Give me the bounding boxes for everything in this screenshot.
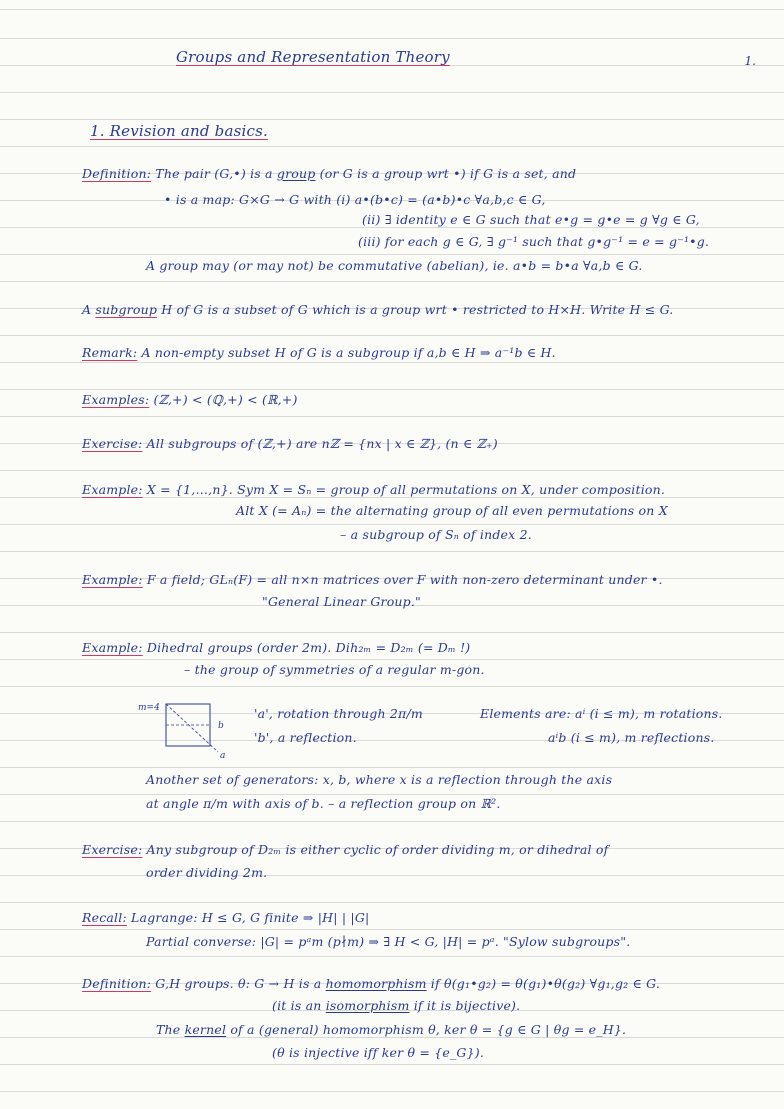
exercise-2-line2: order dividing 2m. [146,865,268,880]
rotation-line: 'a', rotation through 2π/m [254,706,423,721]
reflection-line: 'b', a reflection. [254,730,357,745]
diagram-m-label: m=4 [138,703,160,713]
example-gl-text: F a field; GLₙ(F) = all n×n matrices over F with non-zero determinant under •. [142,572,663,587]
isomorphism-pre: (it is an [272,998,326,1013]
definition-group-line1 [82,166,576,181]
example-sym-label: Example: [82,482,143,497]
definition-hom-line2 [272,998,520,1013]
example-dih-line1 [82,640,470,655]
definition-label: Definition: [82,166,152,181]
subgroup-line [82,302,673,317]
page-number: 1. [744,54,756,68]
exercise-1-text: All subgroups of (ℤ,+) are nℤ = {nx | x ∈ ℤ}, (n ∈ ℤ₊) [142,436,498,451]
example-gl-line2: "General Linear Group." [262,594,421,609]
page-title: Groups and Representation Theory [176,48,450,66]
homomorphism-term: homomorphism [325,976,427,991]
exercise-1-line [82,436,498,451]
example-dih-line2: – the group of symmetries of a regular m-gon. [184,662,485,677]
isomorphism-post: if it is bijective). [409,998,521,1013]
subgroup-term: subgroup [95,302,158,317]
section-heading: 1. Revision and basics. [90,122,268,140]
recall-text: Lagrange: H ≤ G, G finite ⇒ |H| | |G| [126,910,370,925]
definition-group-line4: (iii) for each g ∈ G, ∃ g⁻¹ such that g•g⁻¹ = e = g⁻¹•g. [358,234,710,249]
kernel-pre: The [156,1022,185,1037]
definition-hom-label: Definition: [82,976,152,991]
definition-group-line3: (ii) ∃ identity e ∈ G such that e•g = g•e = g ∀g ∈ G, [362,212,700,227]
definition-group-text-b: (or G is a group wrt •) if G is a set, and [315,166,577,181]
exercise-2-label: Exercise: [82,842,143,857]
exercise-2-text: Any subgroup of D₂ₘ is either cyclic of order dividing m, or dihedral of [142,842,609,857]
square-diagram [138,700,238,760]
examples-label: Examples: [82,392,150,407]
generators-line2: at angle π/m with axis of b. – a reflection group on ℝ². [146,796,501,811]
group-term: group [276,166,316,181]
generators-line1: Another set of generators: x, b, where x is a reflection through the axis [146,772,613,787]
exercise-1-label: Exercise: [82,436,143,451]
example-gl-line1 [82,572,663,587]
example-dih-text: Dihedral groups (order 2m). Dih₂ₘ = D₂ₘ (= Dₘ !) [142,640,471,655]
definition-group-line5: A group may (or may not) be commutative (abelian), ie. a•b = b•a ∀a,b ∈ G. [146,258,643,273]
example-sym-text: X = {1,…,n}. Sym X = Sₙ = group of all permutations on X, under composition. [142,482,666,497]
definition-group-text-a: The pair (G,•) is a [155,166,277,181]
kernel-post: of a (general) homomorphism θ, ker θ = {g ∈ G | θg = e_H}. [226,1022,627,1037]
example-dih-label: Example: [82,640,143,655]
kernel-term: kernel [184,1022,227,1037]
definition-hom-text-b: if θ(g₁•g₂) = θ(g₁)•θ(g₂) ∀g₁,g₂ ∈ G. [426,976,661,991]
definition-hom-text-a: G,H groups. θ: G → H is a [151,976,326,991]
elements-line2: aⁱb (i ≤ m), m reflections. [548,730,715,745]
example-gl-label: Example: [82,572,143,587]
diagram-b-label: b [218,721,224,731]
remark-line [82,345,556,360]
recall-line1 [82,910,369,925]
remark-label: Remark: [82,345,138,360]
exercise-2-line1 [82,842,608,857]
definition-hom-line1 [82,976,660,991]
diagram-a-label: a [220,751,226,760]
subgroup-pre: A [82,302,96,317]
examples-line [82,392,298,407]
definition-hom-line4: (θ is injective iff ker θ = {e_G}). [272,1045,485,1060]
example-sym-line1 [82,482,665,497]
recall-line2: Partial converse: |G| = pᵃm (p∤m) ⇒ ∃ H < G, |H| = pᵃ. "Sylow subgroups". [146,934,631,949]
elements-line1: Elements are: aⁱ (i ≤ m), m rotations. [480,706,723,721]
example-sym-line3: – a subgroup of Sₙ of index 2. [340,527,532,542]
definition-hom-line3 [156,1022,626,1037]
example-sym-line2: Alt X (= Aₙ) = the alternating group of all even permutations on X [236,503,668,518]
definition-group-line2: • is a map: G×G → G with (i) a•(b•c) = (a•b)•c ∀a,b,c ∈ G, [164,192,546,207]
examples-text: (ℤ,+) < (ℚ,+) < (ℝ,+) [149,392,298,407]
remark-text: A non-empty subset H of G is a subgroup if a,b ∈ H ⇒ a⁻¹b ∈ H. [137,345,556,360]
subgroup-post: H of G is a subset of G which is a group wrt • restricted to H×H. Write H ≤ G. [157,302,674,317]
isomorphism-term: isomorphism [325,998,410,1013]
recall-label: Recall: [82,910,127,925]
